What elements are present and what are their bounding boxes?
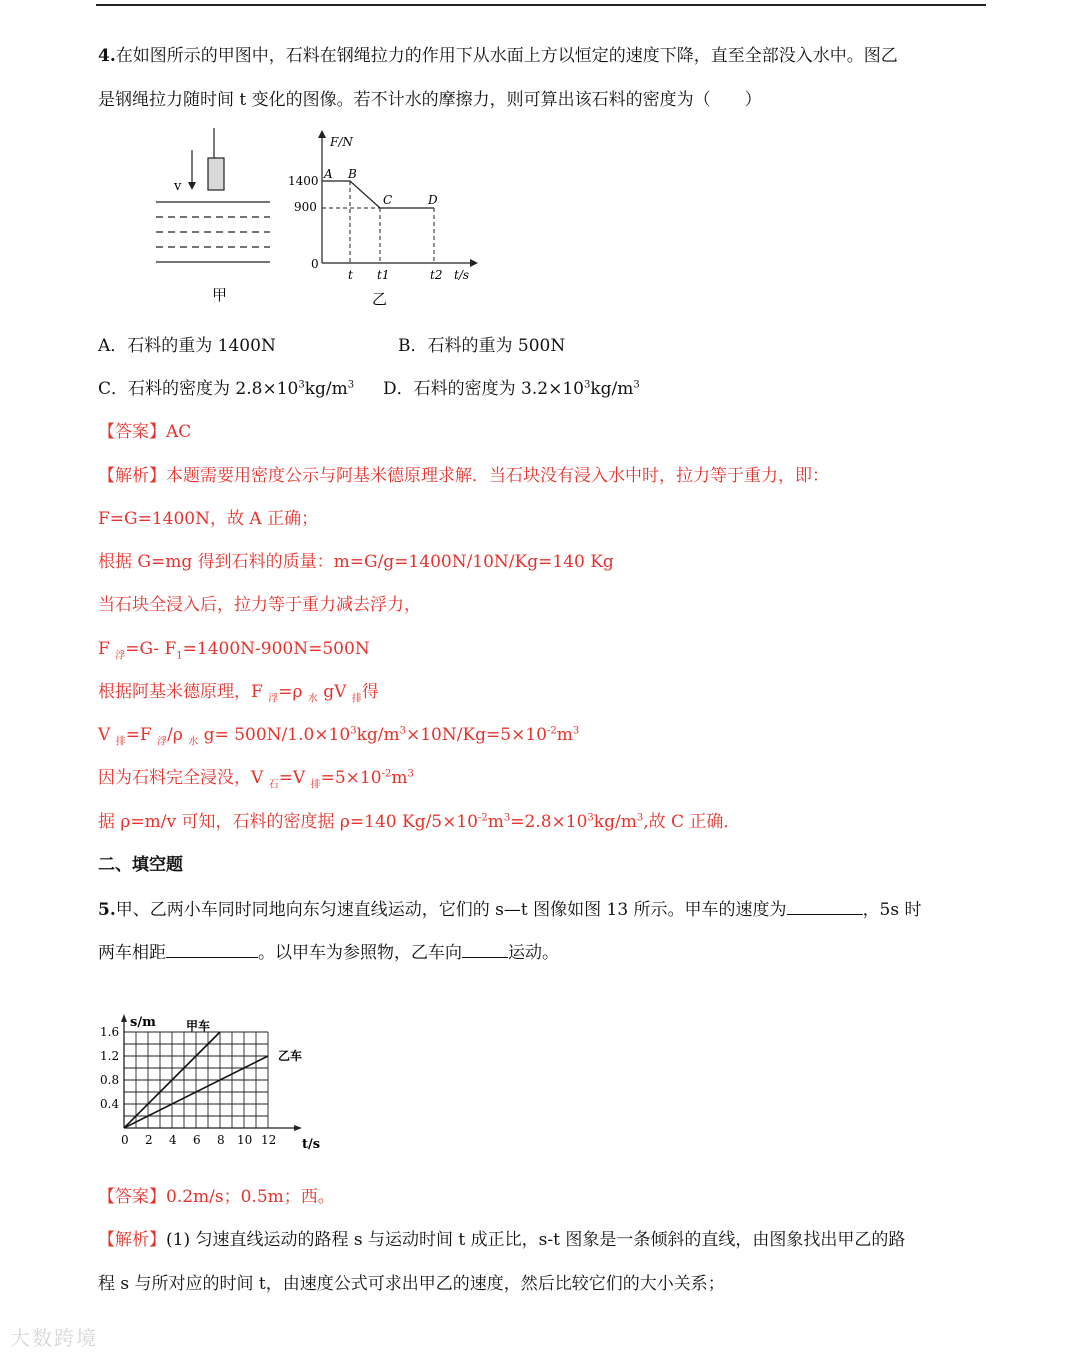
x-tick-label: 10 [237, 1133, 253, 1147]
q4-analysis-line6: 根据阿基米德原理，F $_浮$=ρ $_水$ gV $_排$得 [98, 682, 379, 705]
q5-analysis-line2: 程 s 与所对应的时间 t，由速度公式可求出甲乙的速度，然后比较它们的大小关系； [98, 1274, 725, 1294]
svg-text:D: D [428, 193, 438, 207]
x-tick-label: 6 [193, 1133, 201, 1147]
q5-blank-2[interactable] [166, 941, 258, 958]
q4-option-c: C．石料的密度为 $2.8\times 10^3kg/m^3$ [98, 379, 355, 399]
y-tick-label: 0.4 [100, 1097, 120, 1111]
y-tick-label: 1.6 [100, 1025, 120, 1039]
q4-option-a: A．石料的重为 1400N [98, 336, 276, 356]
svg-text:t1: t1 [377, 268, 390, 282]
q4-analysis-line8: 因为石料完全浸没，V $_石$=V $_排=5\times 10^{-2}m^3$ [98, 768, 414, 791]
q5-blank-3[interactable] [462, 941, 508, 958]
q4-analysis-line4: 当石块全浸入后，拉力等于重力减去浮力， [98, 595, 421, 615]
q4-answer: 【答案】AC [98, 422, 192, 442]
q4-option-b: B．石料的重为 500N [398, 336, 566, 356]
y-axis-label: s/m [130, 1015, 156, 1030]
q4-number: 4. [98, 46, 116, 66]
x-tick-label: 12 [261, 1133, 277, 1147]
q5-answer: 【答案】0.2m/s；0.5m；西。 [98, 1187, 335, 1207]
svg-text:1400: 1400 [288, 174, 319, 188]
section-title: 二、填空题 [98, 855, 183, 875]
q5-number: 5. [98, 900, 116, 920]
svg-text:v: v [174, 179, 182, 194]
series-label: 乙车 [278, 1049, 303, 1063]
series-label: 甲车 [186, 1019, 211, 1033]
figure-yi-caption: 乙 [372, 290, 388, 308]
figure-jia [150, 128, 280, 317]
x-tick-label: 8 [217, 1133, 225, 1147]
q4-option-d: D．石料的密度为 $3.2\times 10^3kg/m^3$ [383, 379, 640, 399]
st-chart [98, 1008, 338, 1162]
svg-text:t/s: t/s [454, 268, 470, 282]
figure-jia-caption: 甲 [212, 286, 228, 304]
q4-analysis-line9: 据 ρ=m/v 可知，石料的密度据 ρ=140 $Kg/5\times 10^{-2}m^3=2.8\times 10^3kg/m^3$,故 C 正确． [98, 812, 741, 832]
q4-stem-line1: 4.在如图所示的甲图中，石料在钢绳拉力的作用下从水面上方以恒定的速度下降，直至全部没入水中。图乙 [98, 46, 898, 66]
q5-stem-line1: 5.甲、乙两小车同时同地向东匀速直线运动，它们的 s—t 图像如图 13 所示。甲车的速度为 ，5s 时 [98, 900, 922, 920]
x-axis-arrow [294, 1125, 302, 1131]
q5-analysis-line1: 【解析】(1) 匀速直线运动的路程 s 与运动时间 t 成正比，s-t 图象是一条倾斜的直线，由图象找出甲乙的路 [98, 1230, 906, 1250]
svg-text:t2: t2 [430, 268, 443, 282]
y-axis-arrow [121, 1014, 127, 1022]
svg-text:900: 900 [294, 200, 317, 214]
figure-yi [284, 128, 494, 317]
svg-text:F/N: F/N [330, 135, 353, 149]
q4-analysis-line3: 根据 G=mg 得到石料的质量：m=G/g=1400N/10N/Kg=140 Kg [98, 552, 614, 572]
q5-stem-line2: 两车相距 。以甲车为参照物，乙车向 运动。 [98, 943, 559, 963]
svg-text:0: 0 [311, 257, 319, 271]
q4-analysis-line2: F=G=1400N，故 A 正确； [98, 509, 319, 529]
x-tick-label: 4 [169, 1133, 177, 1147]
svg-text:t: t [348, 268, 353, 282]
x-tick-label: 2 [145, 1133, 153, 1147]
top-rule [96, 4, 986, 6]
svg-text:A: A [324, 167, 333, 181]
svg-text:B: B [348, 167, 357, 181]
x-tick-label: 0 [121, 1133, 129, 1147]
q4-analysis-line1: 【解析】本题需要用密度公示与阿基米德原理求解．当石块没有浸入水中时，拉力等于重力，即： [98, 466, 829, 486]
q4-stem-line2: 是钢绳拉力随时间 t 变化的图像。若不计水的摩擦力，则可算出该石料的密度为（ ） [98, 90, 762, 110]
y-tick-label: 1.2 [100, 1049, 120, 1063]
watermark: 大数跨境 [10, 1326, 98, 1350]
q5-blank-1[interactable] [787, 898, 863, 915]
svg-text:C: C [383, 193, 393, 207]
x-axis-label: t/s [302, 1137, 321, 1152]
q4-analysis-line5: F $_浮$=G- $F_1=1400N-900N=500N$ [98, 639, 370, 662]
q4-analysis-line7: V $_排$=F $_浮$/ρ $_水$ $g= 500N/1.0\times 10^3kg/m^3\times 10N/Kg=5\times 10^{-2}m^3$ [98, 725, 580, 748]
y-tick-label: 0.8 [100, 1073, 120, 1087]
